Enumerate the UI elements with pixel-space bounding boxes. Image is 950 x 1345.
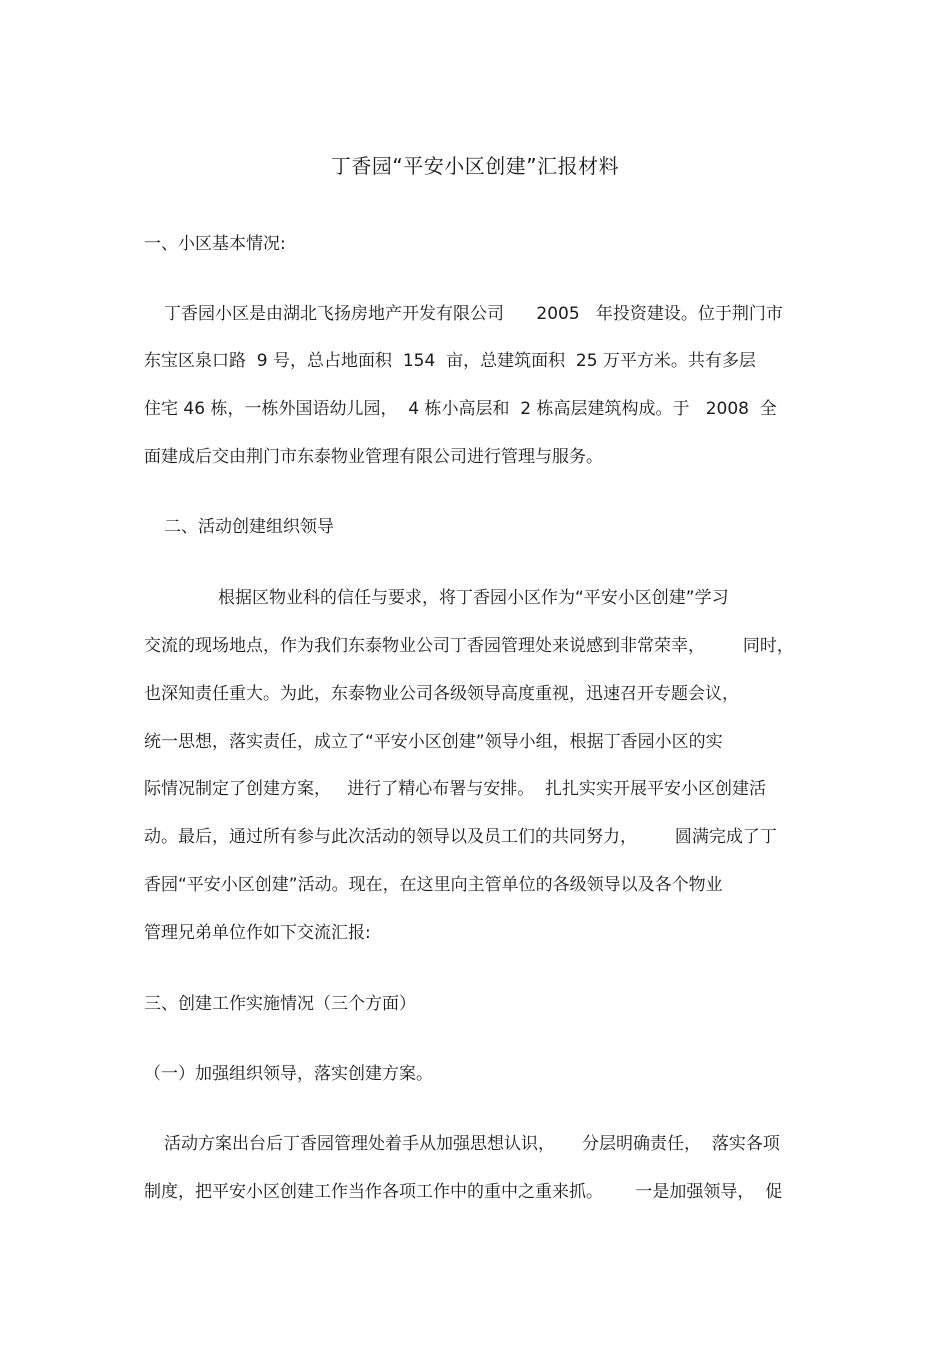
section-heading-2: 二、活动创建组织领导 xyxy=(164,517,334,537)
paragraph-2-line-5: 际情况制定了创建方案， 进行了精心布署与安排。 扎扎实实开展平安小区创建活 xyxy=(144,779,767,799)
subsection-heading-1: （一）加强组织领导，落实创建方案。 xyxy=(144,1064,433,1084)
paragraph-1-line-4: 面建成后交由荆门市东泰物业管理有限公司进行管理与服务。 xyxy=(144,447,603,467)
paragraph-1-line-2: 东宝区泉口路 9 号，总占地面积 154 亩，总建筑面积 25 万平方米。共有多层 xyxy=(144,351,756,371)
paragraph-3-line-1: 活动方案出台后丁香园管理处着手从加强思想认识， 分层明确责任， 落实各项 xyxy=(164,1134,780,1154)
section-heading-1: 一、小区基本情况: xyxy=(144,234,286,254)
paragraph-2-line-2: 交流的现场地点，作为我们东泰物业公司丁香园管理处来说感到非常荣幸， 同时， xyxy=(144,636,794,656)
section-heading-3: 三、创建工作实施情况（三个方面） xyxy=(144,994,416,1014)
paragraph-2-line-8: 管理兄弟单位作如下交流汇报: xyxy=(144,923,371,943)
document-title: 丁香园“平安小区创建”汇报材料 xyxy=(330,154,620,178)
paragraph-1-line-1: 丁香园小区是由湖北飞扬房地产开发有限公司 2005 年投资建设。位于荆门市 xyxy=(164,304,783,324)
paragraph-2-line-7: 香园“平安小区创建”活动。现在，在这里向主管单位的各级领导以及各个物业 xyxy=(144,875,723,895)
paragraph-2-line-3: 也深知责任重大。为此，东泰物业公司各级领导高度重视，迅速召开专题会议， xyxy=(144,684,739,704)
paragraph-2-line-1: 根据区物业科的信任与要求，将丁香园小区作为“平安小区创建”学习 xyxy=(218,588,729,608)
paragraph-1-line-3: 住宅 46 栋，一栋外国语幼儿园， 4 栋小高层和 2 栋高层建筑构成。于 2008 全 xyxy=(144,399,777,419)
paragraph-2-line-6: 动。最后，通过所有参与此次活动的领导以及员工们的共同努力， 圆满完成了丁 xyxy=(144,827,777,847)
paragraph-3-line-2: 制度，把平安小区创建工作当作各项工作中的重中之重来抓。 一是加强领导， 促 xyxy=(144,1182,783,1202)
paragraph-2-line-4: 统一思想，落实责任，成立了“平安小区创建”领导小组，根据丁香园小区的实 xyxy=(144,732,723,752)
